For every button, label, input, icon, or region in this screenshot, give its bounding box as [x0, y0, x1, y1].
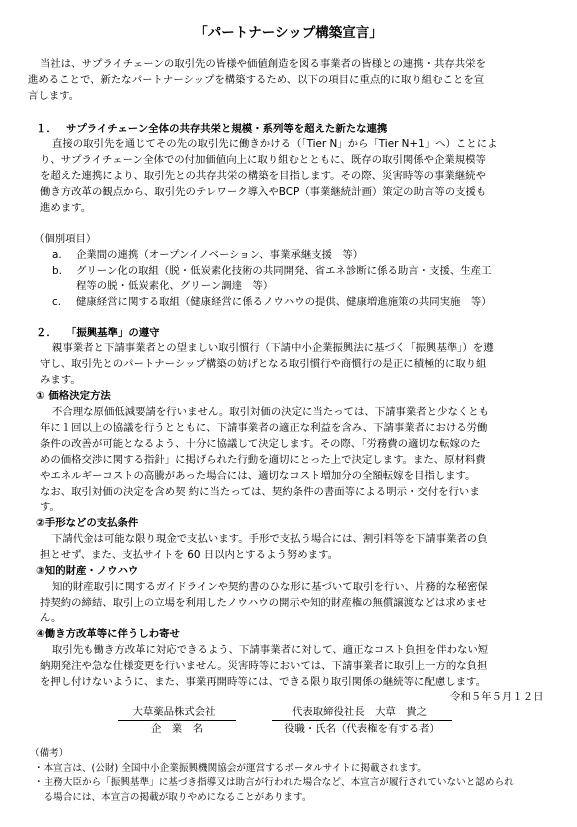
subsection-workstyle-heading: ④働き方改革等に伴うしわ寄せ [36, 628, 180, 640]
company-underline [118, 720, 236, 721]
note-line: ・本宣言は、(公財) 全国中小企業振興機関協会が運営するポータルサイトに掲載されます。 [34, 762, 427, 774]
item-a-letter: a. [52, 249, 62, 261]
section-2-number: ２． [36, 327, 57, 339]
representative-label: 役職・氏名（代表権を有する者） [284, 723, 440, 735]
subsection-price-line: めの価格交渉に関する指針」に掲げられた行動を適切にとった上で決定します。また、原材料費 [40, 454, 486, 466]
section-2-body-line: 守し、取引先とのパートナーシップ構築の妨げとなる取引慣行や商慣行の是正に積極的に取り組 [40, 358, 487, 370]
section-1-heading: サプライチェーン全体の共存共栄と規模・系列等を超えた新たな連携 [66, 123, 388, 135]
section-1-body-line: り、サプライチェーン全体での付加価値向上に取り組むとともに、既存の取引関係や企業規模等 [40, 154, 486, 166]
subsection-ip-heading: ③知的財産・ノウハウ [36, 565, 139, 577]
subsection-price-line: 年に１回以上の協議を行うとともに、下請事業者の適正な利益を含み、下請事業者における労働 [40, 422, 488, 434]
section-2-heading: 「振興基準」の遵守 [66, 327, 160, 339]
subsection-price-line: 条件の改善が可能となるよう、十分に協議して決定します。その際、「労務費の適切な転嫁のた [40, 438, 481, 450]
subsection-workstyle-line: 取引先も働き方改革に対応できるよう、下請事業者に対して、適正なコスト負担を伴わない短 [52, 644, 489, 656]
representative-name: 代表取締役社長 大草 貴之 [291, 706, 428, 718]
company-label: 企 業 名 [151, 723, 203, 735]
notes-label: （備考） [30, 748, 69, 759]
representative-underline [272, 720, 452, 721]
section-1-body-line: を超えた連携により、取引先との共存共栄の構築を目指します。その際、災害時等の事業継続や [40, 170, 486, 182]
item-b-text: グリーン化の取組（脱・低炭素化技術の共同開発、省エネ診断に係る助言・支援、生産工 [76, 265, 492, 277]
section-2-body-line: 親事業者と下請事業者との望ましい取引慣行（下請中小企業振興法に基づく「振興基準」）を遵 [52, 342, 494, 354]
item-c-letter: c. [52, 296, 62, 308]
section-1-body-line: 進めます。 [40, 202, 92, 214]
subsection-ip-line: ん。 [40, 612, 62, 624]
subsection-price-line: なお、取引対価の決定を含め契 約に当たっては、契約条件の書面等による明示・交付を行いま [40, 486, 480, 498]
section-1-body-line: 働き方改革の観点から、取引先のテレワーク導入やBCP（事業継続計画）策定の助言等の支援も [40, 186, 487, 198]
subsection-payment-heading: ②手形などの支払条件 [36, 517, 139, 529]
subsection-ip-line: 知的財産取引に関するガイドラインや契約書のひな形に基づいて取引を行い、片務的な秘密保 [52, 581, 488, 593]
notes-block [30, 747, 562, 805]
subsection-payment-line: 担とせず、また、支払サイトを 60 日以内とするよう努めます。 [40, 549, 338, 561]
item-c-text: 健康経営に関する取組（健康経営に係るノウハウの提供、健康増進施策の共同実施 等） [76, 296, 492, 308]
subsection-payment-line: 下請代金は可能な限り現金で支払います。手形で支払う場合には、割引料等を下請事業者の負 [52, 533, 488, 545]
subsection-price-line: 不合理な原価低減要請を行いません。取引対価の決定に当たっては、下請事業者と少なくとも [52, 406, 490, 418]
item-b-letter: b. [52, 265, 62, 277]
company-name: 大草薬品株式会社 [132, 706, 216, 718]
subsection-price-heading: ① 価格決定方法 [36, 390, 111, 402]
note-line: る場合には、本宣言の掲載が取りやめになることがあります。 [34, 791, 312, 803]
item-a-text: 企業間の連携（オープンイノベーション、事業承継支援 等） [76, 249, 364, 261]
subsection-price-line: す。 [40, 501, 60, 513]
intro-line: 進めることで、新たなパートナーシップを構築するため、以下の項目に重点的に取り組むことを宣 [28, 74, 485, 86]
subsection-workstyle-line: 納期発注や急な仕様変更を行いません。災害時等においては、下請事業者に取引上一方的な負担 [40, 660, 488, 672]
section-1-body-line: 直接の取引先を通じてその先の取引先に働きかける（「Tier N」から「Tier N+1」へ）ことによ [52, 138, 498, 150]
subsection-workstyle-line: を押し付けないように、また、事業再開時等には、できる限り取引関係の継続等に配慮します。 [40, 676, 486, 688]
subsection-price-line: やエネルギーコストの高騰があった場合には、適切なコスト増加分の全額転嫁を目指します。 [40, 470, 476, 482]
section-2-body-line: みます。 [40, 374, 81, 386]
declaration-date: 令和５年５月１２日 [450, 691, 544, 703]
individual-items-label: （個別項目） [34, 233, 97, 245]
intro-line: 言します。 [28, 90, 80, 102]
intro-line: 当社は、サプライチェーンの取引先の皆様や価値創造を図る事業者の皆様との連携・共存共栄を [40, 58, 486, 70]
document-title: 「パートナーシップ構築宣言」 [194, 25, 383, 41]
note-line: ・主務大臣から「振興基準」に基づき指導又は助言が行われた場合など、本宣言が履行されていないと認められ [34, 777, 514, 789]
subsection-ip-line: 持契約の締結、取引上の立場を利用したノウハウの開示や知的財産権の無償譲渡などは求めませ [40, 597, 487, 609]
section-1-number: １． [36, 123, 57, 135]
item-b-text: 程等の脱・低炭素化、グリーン調達 等） [76, 280, 274, 292]
